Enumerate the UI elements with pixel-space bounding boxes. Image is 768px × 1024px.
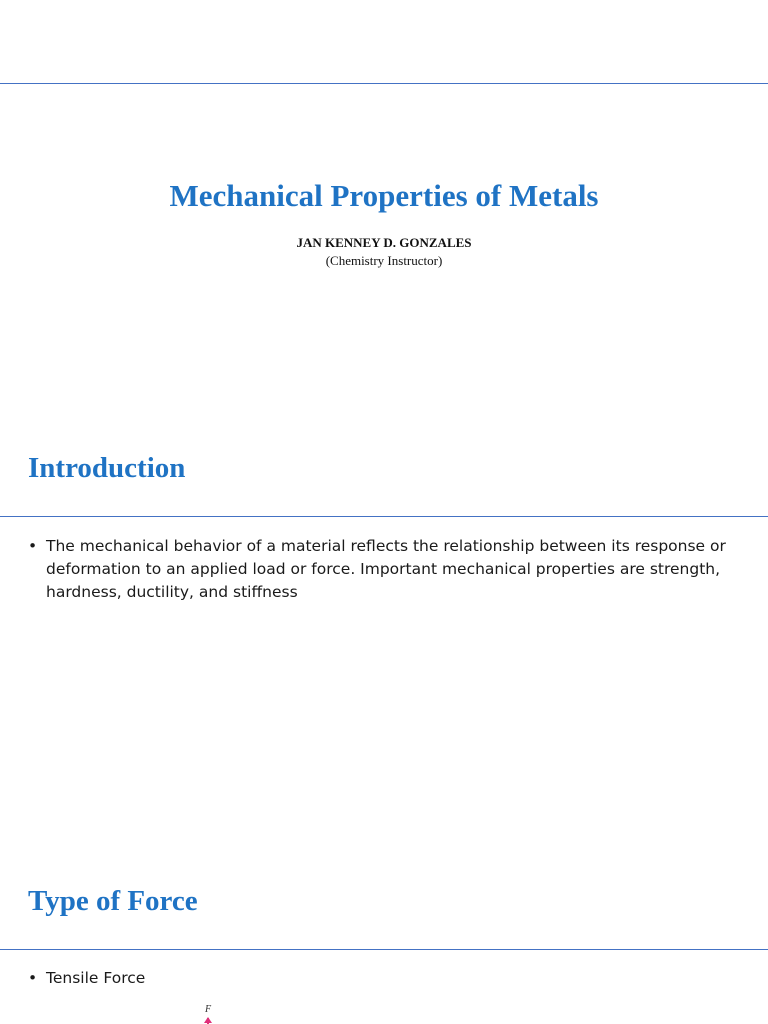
introduction-bullets (28, 535, 748, 604)
slide-divider-top (0, 83, 768, 84)
type-of-force-heading: Type of Force (28, 885, 198, 917)
introduction-heading: Introduction (28, 452, 186, 484)
introduction-divider (0, 516, 768, 517)
slide-title: Mechanical Properties of Metals (169, 178, 599, 213)
author-role: (Chemistry Instructor) (325, 253, 443, 268)
type-of-force-bullets (28, 967, 748, 990)
type-of-force-divider (0, 949, 768, 950)
force-label: F (205, 1004, 212, 1015)
author-name: JAN KENNEY D. GONZALES (296, 235, 472, 250)
bullet-item: • Tensile Force (28, 967, 748, 990)
bullet-item: • The mechanical behavior of a material reflects the relationship between its response or deformation to an applied load or force. Important mechanical properties are strength, hardness, ductility, and stiffness (28, 535, 748, 604)
